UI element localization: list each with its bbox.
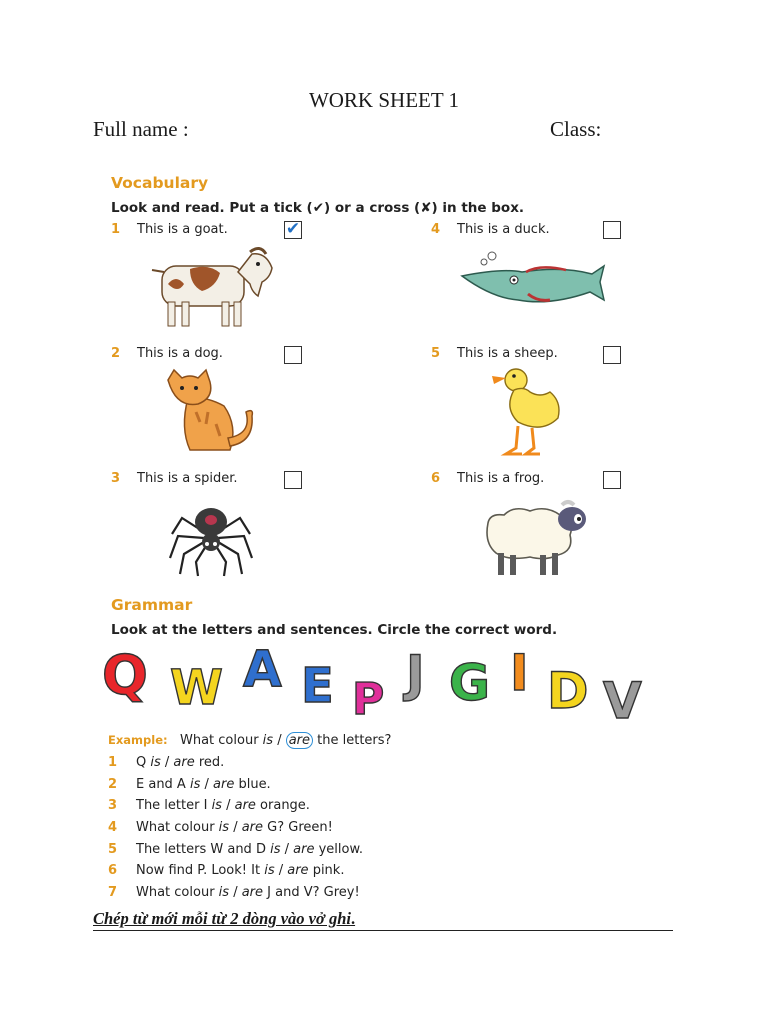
line-post: red.	[194, 755, 225, 770]
line-post: yellow.	[314, 842, 364, 857]
line-number: 3	[108, 798, 118, 813]
example-before: What colour	[180, 733, 263, 748]
item-text: This is a duck.	[457, 222, 550, 237]
grammar-line-5: 5 The letters W and D is / are yellow.	[108, 842, 364, 857]
grammar-line-7: 7 What colour is / are J and V? Grey!	[108, 885, 360, 900]
line-pre: What colour	[136, 885, 219, 900]
letter-d: D	[547, 662, 589, 720]
checkbox-4[interactable]	[603, 221, 621, 239]
example-option-are-circled: are	[286, 732, 313, 749]
example-line	[108, 733, 391, 748]
item-number: 5	[431, 346, 441, 361]
letter-v: V	[603, 672, 642, 730]
grammar-line-2: 2 E and A is / are blue.	[108, 777, 271, 792]
worksheet-title: WORK SHEET 1	[308, 88, 460, 112]
grammar-line-4: 4 What colour is / are G? Green!	[108, 820, 333, 835]
letter-p: P	[352, 674, 385, 725]
homework-instruction	[93, 909, 355, 929]
item-text: This is a spider.	[137, 471, 238, 486]
item-number: 1	[111, 222, 121, 237]
item-text: This is a goat.	[137, 222, 228, 237]
line-number: 6	[108, 863, 118, 878]
item-text: This is a frog.	[457, 471, 545, 486]
checkbox-6[interactable]	[603, 471, 621, 489]
line-pre: E and A	[136, 777, 190, 792]
option-are[interactable]: are	[213, 777, 235, 792]
vocab-item-3	[111, 471, 237, 486]
checkbox-2[interactable]	[284, 346, 302, 364]
letter-g: G	[449, 654, 491, 712]
option-are[interactable]: are	[241, 885, 264, 900]
vocab-item-4	[431, 222, 550, 237]
homework-text: Chép từ mới mỗi từ 2 dòng vào vở ghi	[93, 909, 351, 928]
item-text: This is a sheep.	[457, 346, 558, 361]
option-is[interactable]: is	[264, 863, 275, 878]
grammar-line-1: 1 Q is / are red.	[108, 755, 225, 770]
item-number: 2	[111, 346, 121, 361]
vocab-item-6	[431, 471, 544, 486]
fish-picture	[458, 250, 608, 310]
cat-picture	[160, 368, 260, 458]
grammar-line-3: 3 The letter I is / are orange.	[108, 798, 310, 813]
checkbox-3[interactable]	[284, 471, 302, 489]
example-separator: /	[273, 733, 286, 748]
example-label: Example:	[108, 733, 168, 747]
line-number: 1	[108, 755, 118, 770]
option-is[interactable]: is	[189, 777, 201, 792]
option-is[interactable]: is	[218, 885, 230, 900]
full-name-label: Full name :	[93, 117, 189, 141]
letter-w: W	[170, 660, 223, 716]
option-is[interactable]: is	[150, 755, 161, 770]
checkbox-1[interactable]	[284, 221, 302, 239]
grammar-line-6: 6 Now find P. Look! It is / are pink.	[108, 863, 345, 878]
line-post: blue.	[234, 777, 271, 792]
sheep-picture	[482, 497, 594, 581]
line-pre: Now find P. Look! It	[136, 863, 265, 878]
letter-i: I	[510, 644, 529, 702]
duck-picture	[488, 366, 568, 462]
line-pre: The letter I	[136, 798, 212, 813]
letter-e: E	[301, 658, 334, 714]
vocabulary-instruction: Look and read. Put a tick (✔) or a cross (✘) in the box.	[111, 200, 525, 216]
item-number: 4	[431, 222, 441, 237]
line-pre: The letters W and D	[136, 842, 271, 857]
footer-rule	[93, 930, 673, 931]
option-are[interactable]: are	[234, 798, 256, 813]
option-is[interactable]: is	[218, 820, 230, 835]
vocab-item-5	[431, 346, 558, 361]
line-pre: Q	[136, 755, 151, 770]
checkbox-5[interactable]	[603, 346, 621, 364]
line-post: pink.	[308, 863, 345, 878]
item-number: 3	[111, 471, 121, 486]
option-is[interactable]: is	[270, 842, 281, 857]
option-are[interactable]: are	[293, 842, 315, 857]
line-number: 7	[108, 885, 118, 900]
letter-a: A	[243, 640, 282, 698]
example-after: the letters?	[313, 733, 392, 748]
option-are[interactable]: are	[287, 863, 309, 878]
letter-j: J	[406, 645, 425, 703]
line-number: 4	[108, 820, 118, 835]
goat-picture	[150, 244, 280, 330]
option-is[interactable]: is	[211, 798, 222, 813]
line-number: 5	[108, 842, 118, 857]
line-pre: What colour	[136, 820, 219, 835]
item-text: This is a dog.	[137, 346, 223, 361]
line-post: J and V? Grey!	[263, 885, 360, 900]
option-are[interactable]: are	[241, 820, 264, 835]
spider-picture	[168, 496, 254, 576]
homework-period: .	[350, 909, 356, 928]
vocab-item-1	[111, 222, 228, 237]
line-post: orange.	[255, 798, 310, 813]
line-number: 2	[108, 777, 118, 792]
letter-q: Q	[102, 644, 148, 707]
class-label: Class:	[550, 117, 602, 141]
line-post: G? Green!	[263, 820, 333, 835]
vocabulary-heading: Vocabulary	[111, 174, 209, 192]
item-number: 6	[431, 471, 441, 486]
example-option-is: is	[262, 733, 274, 748]
option-are[interactable]: are	[173, 755, 195, 770]
vocab-item-2	[111, 346, 223, 361]
grammar-instruction: Look at the letters and sentences. Circle the correct word.	[111, 622, 558, 638]
tick-icon: ✔	[285, 219, 301, 239]
grammar-heading: Grammar	[111, 596, 193, 614]
